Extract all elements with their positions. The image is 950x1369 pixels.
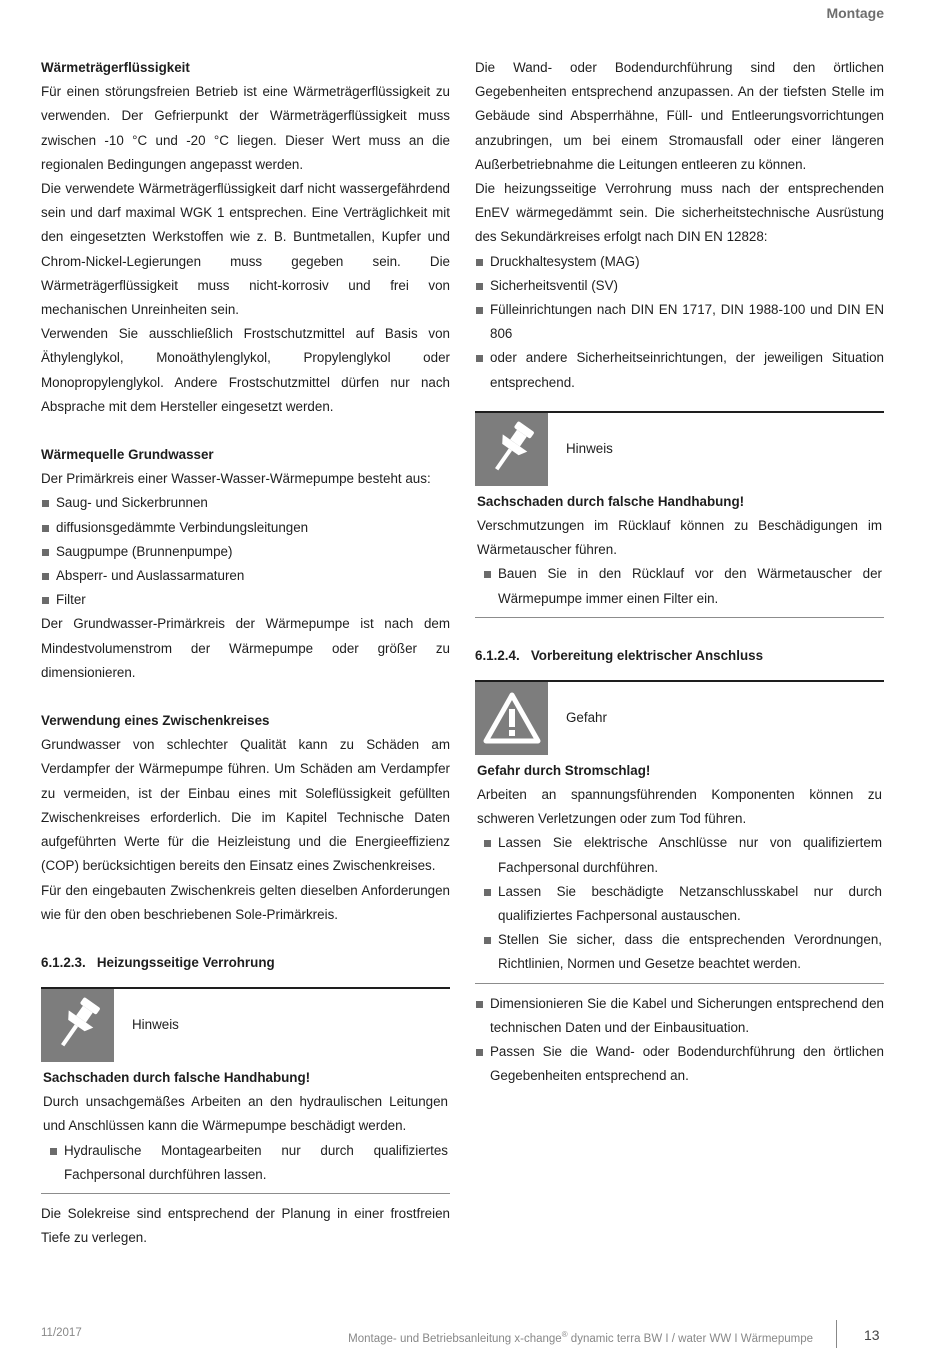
notice-text: Verschmutzungen im Rücklauf können zu Beschädigungen im Wärmetauscher führen. xyxy=(477,518,882,558)
heading-grundwasser: Wärmequelle Grundwasser xyxy=(41,447,214,463)
heading-zwischenkreis: Verwendung eines Zwischenkreises xyxy=(41,713,270,729)
section-number: 6.1.2.4. xyxy=(475,647,520,663)
notice-label: Hinweis xyxy=(132,1017,179,1033)
section-title: Heizungsseitige Verrohrung xyxy=(96,954,275,970)
danger-heading: Gefahr durch Stromschlag! xyxy=(477,762,651,778)
list-item: Sicherheitsventil (SV) xyxy=(475,274,884,298)
list-item: Saug- und Sickerbrunnen xyxy=(41,491,450,515)
pushpin-icon xyxy=(41,989,114,1062)
paragraph: Der Grundwasser-Primärkreis der Wärmepumpe ist nach dem Mindestvolumenstrom der Wärmepumpe oder größer zu dimensionieren. xyxy=(41,616,450,680)
paragraph: Für den eingebauten Zwischenkreis gelten dieselben Anforderungen wie für den oben beschriebenen Sole-Primärkreis. xyxy=(41,882,450,922)
list-item: diffusionsgedämmte Verbindungsleitungen xyxy=(41,516,450,540)
page-number: 13 xyxy=(864,1327,880,1343)
list-item: Passen Sie die Wand- oder Bodendurchführung den örtlichen Gegebenheiten entsprechend an. xyxy=(475,1040,884,1088)
section-heading-6-1-2-4 xyxy=(475,644,884,668)
footer-date: 11/2017 xyxy=(41,1327,82,1339)
section-title: Vorbereitung elektrischer Anschluss xyxy=(530,647,764,663)
notice-heading: Sachschaden durch falsche Handhabung! xyxy=(43,1069,311,1085)
danger-label: Gefahr xyxy=(566,710,607,726)
list-item: Fülleinrichtungen nach DIN EN 1717, DIN 1988-100 und DIN EN 806 xyxy=(475,298,884,346)
danger-box xyxy=(475,680,884,984)
heading-waermetraeger: Wärmeträgerflüssigkeit xyxy=(41,60,190,75)
warning-triangle-icon xyxy=(475,682,548,755)
list-item: Lassen Sie beschädigte Netzanschlusskabel nur durch qualifiziertes Fachpersonal austauschen. xyxy=(483,880,882,928)
list-item: Lassen Sie elektrische Anschlüsse nur von qualifiziertem Fachpersonal durchführen. xyxy=(483,831,882,879)
list-item: Filter xyxy=(41,588,450,612)
list-item: Bauen Sie in den Rücklauf vor den Wärmetauscher der Wärmepumpe immer einen Filter ein. xyxy=(483,562,882,610)
list-item: Absperr- und Auslassarmaturen xyxy=(41,564,450,588)
footer-divider xyxy=(836,1320,837,1348)
notice-box-header xyxy=(475,413,884,486)
notice-label: Hinweis xyxy=(566,441,613,457)
list-item: Saugpumpe (Brunnenpumpe) xyxy=(41,540,450,564)
paragraph: Die heizungsseitige Verrohrung muss nach der entsprechenden EnEV wärmegedämmt sein. Die sicherheitstechnische Ausrüstung des Sekundärkreises erfolgt nach DIN EN 12828: xyxy=(475,181,884,245)
paragraph: Der Primärkreis einer Wasser-Wasser-Wärmepumpe besteht aus: xyxy=(41,471,431,487)
registered-mark: ® xyxy=(561,1330,568,1339)
danger-text: Arbeiten an spannungsführenden Komponenten können zu schweren Verletzungen oder zum Tod führen. xyxy=(477,787,882,827)
pushpin-icon xyxy=(475,413,548,486)
section-number: 6.1.2.3. xyxy=(41,954,86,970)
footer-title-b: dynamic terra BW I / water WW I Wärmepumpe xyxy=(567,1332,813,1345)
right-column xyxy=(475,56,884,1089)
notice-heading: Sachschaden durch falsche Handhabung! xyxy=(477,493,745,509)
danger-list xyxy=(483,831,882,976)
list-item: Dimensionieren Sie die Kabel und Sicherungen entsprechend den technischen Daten und der Einbausituation. xyxy=(475,992,884,1040)
notice-box xyxy=(475,411,884,618)
notice-box-header xyxy=(41,989,450,1062)
paragraph: Die Solekreise sind entsprechend der Planung in einer frostfreien Tiefe zu verlegen. xyxy=(41,1205,450,1246)
list-sicherheit xyxy=(475,250,884,395)
footer-title-a: Montage- und Betriebsanleitung x-change xyxy=(348,1332,562,1345)
list-item: Stellen Sie sicher, dass die entsprechenden Verordnungen, Richtlinien, Normen und Gesetze beachtet werden. xyxy=(483,928,882,976)
section-heading-6-1-2-3 xyxy=(41,951,450,975)
paragraph: Grundwasser von schlechter Qualität kann zu Schäden am Verdampfer der Wärmepumpe führen. Um Schäden am Verdampfer zu vermeiden, ist der Einbau eines mit Soleflüssigkeit gefüllten Zwischenkreises erforderlich. Die im Kapitel Technische Daten aufgeführten Werte für die Heizleistung und die Energieeffizienz (COP) berücksichtigen bereits den Einsatz eines Zwischenkreises. xyxy=(41,737,450,874)
list-elektro xyxy=(475,992,884,1089)
notice-text: Durch unsachgemäßes Arbeiten an den hydraulischen Leitungen und Anschlüssen kann die Wärmepumpe beschädigt werden. xyxy=(43,1094,448,1134)
left-column xyxy=(41,56,450,1250)
list-item: Hydraulische Montagearbeiten nur durch qualifiziertes Fachpersonal durchführen lassen. xyxy=(49,1139,448,1187)
footer-document-title xyxy=(300,1330,813,1345)
notice-body xyxy=(475,486,884,617)
notice-list xyxy=(49,1139,448,1187)
paragraph: Die verwendete Wärmeträgerflüssigkeit darf nicht wassergefährdend sein und darf maximal WGK 1 entsprechen. Eine Verträglichkeit mit den eingesetzten Werkstoffen wie z. B. Buntmetallen, Kupfer und Chrom-Nickel-Legierungen muss gegeben sein. Die Wärmeträgerflüssigkeit muss nicht-korrosiv und frei von mechanischen Unreinheiten sein. xyxy=(41,181,450,318)
danger-body xyxy=(475,755,884,983)
paragraph: Die Wand- oder Bodendurchführung sind den örtlichen Gegebenheiten entsprechend anzupassen. An der tiefsten Stelle im Gebäude sind Absperrhähne, Füll- und Entleerungsvorrichtungen anzubringen, um bei einem Stromausfall oder einer längeren Außerbetriebnahme die Leitungen entleeren zu können. xyxy=(475,60,884,172)
danger-box-header xyxy=(475,682,884,755)
header-section-title: Montage xyxy=(826,5,884,21)
list-item: Druckhaltesystem (MAG) xyxy=(475,250,884,274)
notice-list xyxy=(483,562,882,610)
list-grundwasser xyxy=(41,491,450,612)
notice-box xyxy=(41,987,450,1194)
paragraph: Für einen störungsfreien Betrieb ist eine Wärmeträgerflüssigkeit zu verwenden. Der Gefrierpunkt der Wärmeträgerflüssigkeit muss zwischen -10 °C und -20 °C liegen. Dieser Wert muss an die regionalen Bedingungen angepasst werden. xyxy=(41,84,450,172)
list-item: oder andere Sicherheitseinrichtungen, der jeweiligen Situation entsprechend. xyxy=(475,346,884,394)
paragraph: Verwenden Sie ausschließlich Frostschutzmittel auf Basis von Äthylenglykol, Monoäthylenglykol, Propylenglykol oder Monopropylenglykol. Andere Frostschutzmittel dürfen nur nach Absprache mit dem Hersteller eingesetzt werden. xyxy=(41,326,450,414)
notice-body xyxy=(41,1062,450,1193)
